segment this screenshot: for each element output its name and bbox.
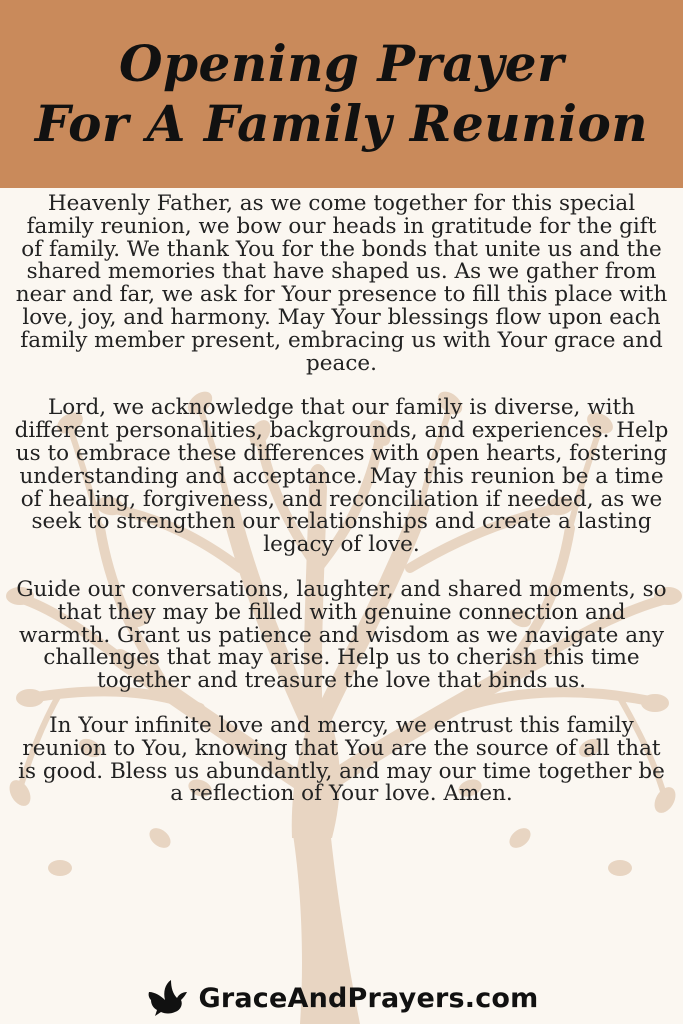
dove-icon xyxy=(145,978,189,1018)
page-title-line-1: Opening Prayer xyxy=(119,34,564,93)
page-title-line-2: For A Family Reunion xyxy=(34,94,649,153)
prayer-body xyxy=(14,193,669,828)
brand-name: GraceAndPrayers.com xyxy=(198,982,539,1014)
prayer-paragraph: Lord, we acknowledge that our family is diverse, with different personalities, backgrounds, and experiences. Help us to embrace these differences with open hearts, fostering understanding and acceptance. May this reunion be a time of healing, forgiveness, and reconciliation if needed, as we seek to strengthen our relationships and create a lasting legacy of love. xyxy=(14,395,669,558)
footer xyxy=(0,972,683,1024)
prayer-paragraph: In Your infinite love and mercy, we entrust this family reunion to You, knowing that You are the source of all that is good. Bless us abundantly, and may our time together be a reflection of Your love. Amen. xyxy=(18,712,665,807)
title-banner xyxy=(0,0,683,188)
prayer-paragraph: Heavenly Father, as we come together for this special family reunion, we bow our heads in gratitude for the gift of family. We thank You for the bonds that unite us and the shared memories that have shaped us. As we gather from near and far, we ask for Your presence to fill this place with love, joy, and harmony. May Your blessings flow upon each family member present, embracing us with Your grace and peace. xyxy=(15,191,668,376)
prayer-paragraph: Guide our conversations, laughter, and shared moments, so that they may be filled with genuine connection and warmth. Grant us patience and wisdom as we navigate any challenges that may arise. Help us to cherish this time together and treasure the love that binds us. xyxy=(16,576,667,694)
